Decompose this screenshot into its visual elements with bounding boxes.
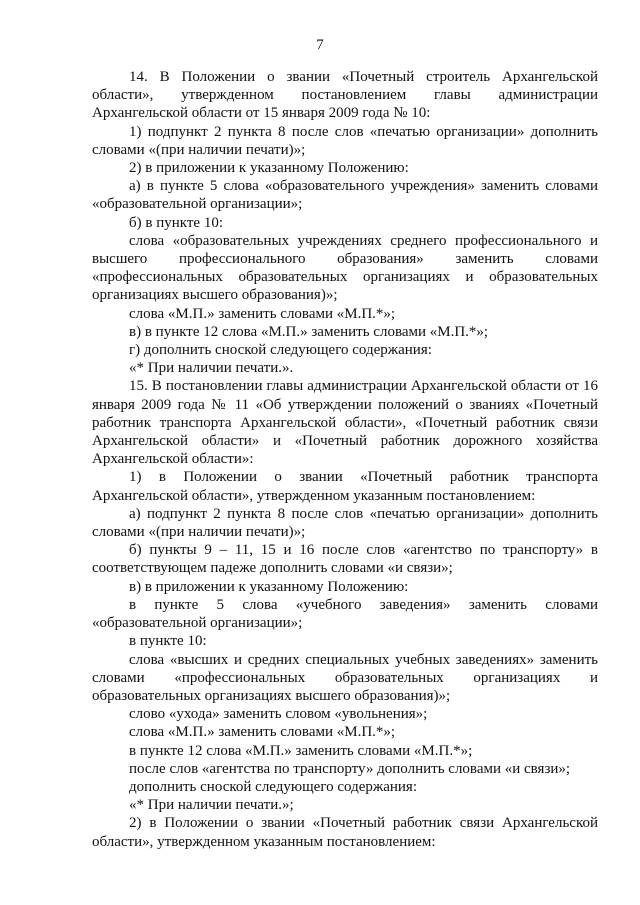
paragraph: слова «М.П.» заменить словами «М.П.*»; (129, 305, 396, 322)
document-body (92, 68, 598, 851)
paragraph: слово «ухода» заменить словом «увольнения»; (129, 706, 428, 723)
paragraph: в) в приложении к указанному Положению: (129, 578, 409, 595)
paragraph: г) дополнить сноской следующего содержания: (129, 342, 432, 359)
paragraph: слова «М.П.» заменить словами «М.П.*»; (129, 724, 396, 741)
paragraph: 1) подпункт 2 пункта 8 после слов «печатью организации» дополнить словами «(при наличии печати)»; (92, 123, 598, 158)
paragraph: «* При наличии печати.». (129, 360, 294, 377)
paragraph: б) в пункте 10: (129, 214, 223, 231)
page-number: 7 (316, 37, 324, 53)
paragraph: 2) в Положении о звании «Почетный работник связи Архангельской области», утвержденном указанным постановлением: (92, 815, 598, 850)
paragraph: 14. В Положении о звании «Почетный строитель Архангельской области», утвержденном постановлением главы администрации Архангельской области от 15 января 2009 года № 10: (92, 69, 598, 122)
paragraph: 15. В постановлении главы администрации Архангельской области от 16 января 2009 года № 11 «Об утверждении положений о званиях «Почетный работник транспорта Архангельской области», «Почетный работник связи Архангельской области» и «Почетный работник дорожного хозяйства Архангельской области»: (92, 378, 598, 468)
paragraph: в) в пункте 12 слова «М.П.» заменить словами «М.П.*»; (129, 323, 489, 340)
paragraph: слова «образовательных учреждениях среднего профессионального и высшего профессионального образования» заменить словами «профессиональных образовательных организациях и образовательных организациях высшего образования)»; (92, 232, 598, 304)
paragraph: в пункте 5 слова «учебного заведения» заменить словами «образовательной организации»; (92, 596, 598, 632)
paragraph: после слов «агентства по транспорту» дополнить словами «и связи»; (129, 760, 571, 777)
paragraph: слова «высших и средних специальных учебных заведениях» заменить словами «профессиональных образовательных организациях и образовательных организациях высшего образования)»; (92, 651, 598, 704)
paragraph: 2) в приложении к указанному Положению: (129, 160, 409, 177)
paragraph: в пункте 10: (129, 633, 207, 650)
paragraph: дополнить сноской следующего содержания: (129, 778, 418, 795)
paragraph: б) пункты 9 – 11, 15 и 16 после слов «агентство по транспорту» в соответствующем падеже дополнить словами «и связи»; (92, 542, 598, 577)
paragraph: а) в пункте 5 слова «образовательного учреждения» заменить словами «образовательной организации»; (92, 178, 598, 213)
paragraph: «* При наличии печати.»; (129, 797, 294, 814)
paragraph: а) подпункт 2 пункта 8 после слов «печатью организации» дополнить словами «(при наличии печати)»; (92, 505, 598, 541)
paragraph: в пункте 12 слова «М.П.» заменить словами «М.П.*»; (129, 742, 473, 759)
paragraph: 1) в Положении о звании «Почетный работник транспорта Архангельской области», утвержденном указанным постановлением: (92, 469, 598, 504)
